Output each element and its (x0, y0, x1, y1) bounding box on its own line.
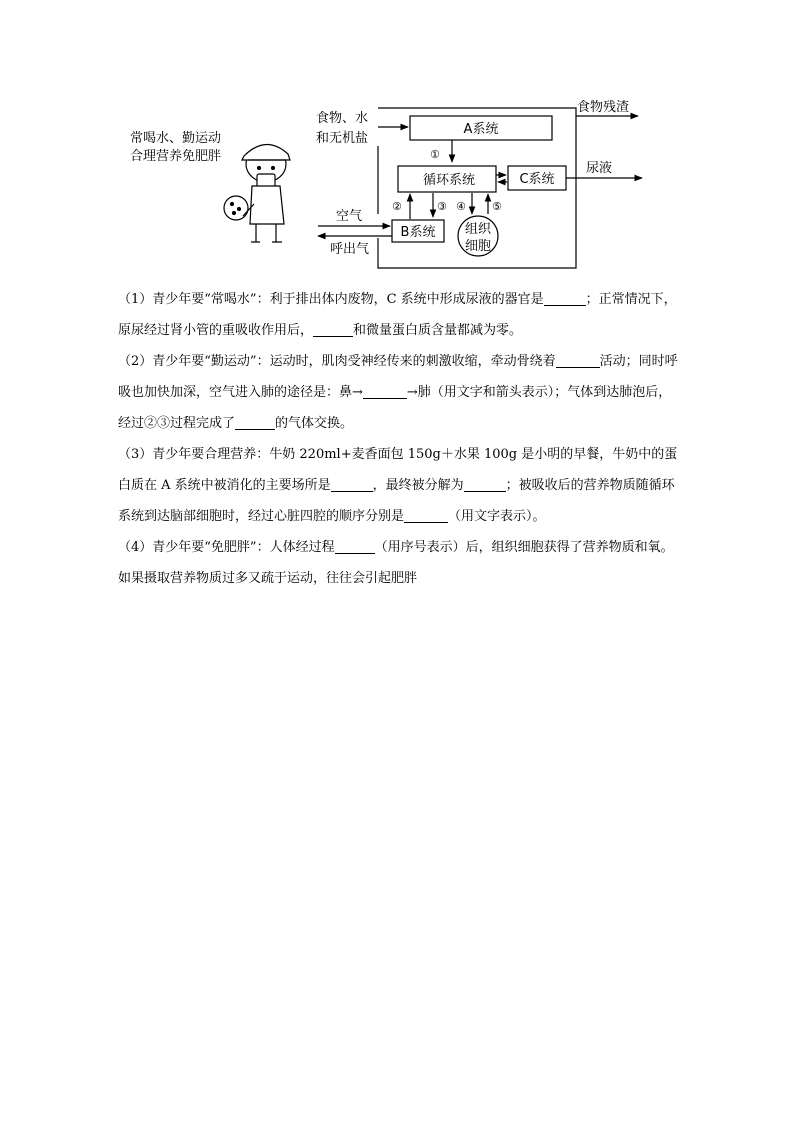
air-label: 空气 (336, 209, 363, 224)
q1-answer-blank-2[interactable] (313, 321, 353, 337)
diagram-svg (110, 96, 670, 280)
tissue-cell-label-line2: 细胞 (464, 239, 492, 254)
q1-text-b: ；正常情况下，原尿经过肾小管的重吸收作用后， (118, 292, 677, 338)
question-2 (118, 346, 683, 439)
q1-text-c: 和微量蛋白质含量都减为零。 (353, 323, 523, 338)
urine-label: 尿液 (586, 161, 613, 176)
step-3-label: ③ (437, 200, 447, 213)
input-label-line2: 和无机盐 (316, 131, 369, 146)
a-system-label: A系统 (463, 122, 499, 137)
q4-answer-blank-1[interactable] (335, 538, 375, 554)
q2-text-a: （2）青少年要“勤运动”：运动时，肌肉受神经传来的刺激收缩，牵动骨绕着 (118, 354, 556, 369)
cartoon-boy-icon (224, 144, 290, 242)
q2-text-b: 活动；同时呼吸也加快加深，空气进入肺的途径是：鼻→ (118, 354, 678, 400)
q3-answer-blank-1[interactable] (331, 476, 373, 492)
q2-answer-blank-3[interactable] (235, 414, 275, 430)
question-list (118, 284, 683, 594)
q2-text-c: →肺（用文字和箭头表示）；气体到达肺泡后，经过②③过程完成了 (118, 385, 672, 431)
cartoon-caption-line1: 常喝水、勤运动 (130, 131, 222, 146)
exhale-label: 呼出气 (330, 242, 370, 257)
food-residue-label: 食物残渣 (577, 100, 630, 115)
step-5-label: ⑤ (492, 200, 502, 213)
step-1-label: ① (430, 148, 440, 161)
q4-text-a: （4）青少年要“免肥胖”：人体经过程 (118, 540, 335, 555)
question-4 (118, 532, 683, 594)
q3-answer-blank-3[interactable] (404, 507, 448, 523)
q2-text-d: 的气体交换。 (275, 416, 354, 431)
q3-text-a: （3）青少年要合理营养：牛奶 220ml+麦香面包 150g＋水果 100g 是小明的早餐，牛奶中的蛋白质在 A 系统中被消化的主要场所是 (118, 447, 678, 493)
q3-text-b: ，最终被分解为 (372, 478, 464, 493)
q3-text-c: ；被吸收后的营养物质随循环系统到达脑部细胞时，经过心脏四腔的顺序分别是 (118, 478, 675, 524)
step-2-label: ② (392, 200, 402, 213)
q3-text-d: （用文字表示）。 (448, 509, 546, 524)
q2-answer-blank-1[interactable] (556, 352, 600, 368)
circulation-label: 循环系统 (422, 173, 476, 188)
q3-answer-blank-2[interactable] (464, 476, 506, 492)
b-system-label: B系统 (400, 225, 436, 240)
physiology-diagram (110, 96, 670, 280)
step-4-label: ④ (456, 200, 466, 213)
q2-answer-blank-2[interactable] (363, 383, 407, 399)
input-label-line1: 食物、水 (316, 111, 369, 126)
q1-text-a: （1）青少年要“常喝水”：利于排出体内废物，C 系统中形成尿液的器官是 (118, 292, 544, 307)
question-3 (118, 439, 683, 532)
question-1 (118, 284, 683, 346)
c-system-label: C系统 (519, 172, 555, 187)
q1-answer-blank-1[interactable] (544, 290, 586, 306)
cartoon-caption-line2: 合理营养免肥胖 (130, 149, 222, 164)
q4-text-b: （用序号表示）后，组织细胞获得了营养物质和氧。如果摄取营养物质过多又疏于运动，往往会引起肥胖 (118, 540, 674, 586)
tissue-cell-label-line1: 组织 (464, 222, 492, 237)
